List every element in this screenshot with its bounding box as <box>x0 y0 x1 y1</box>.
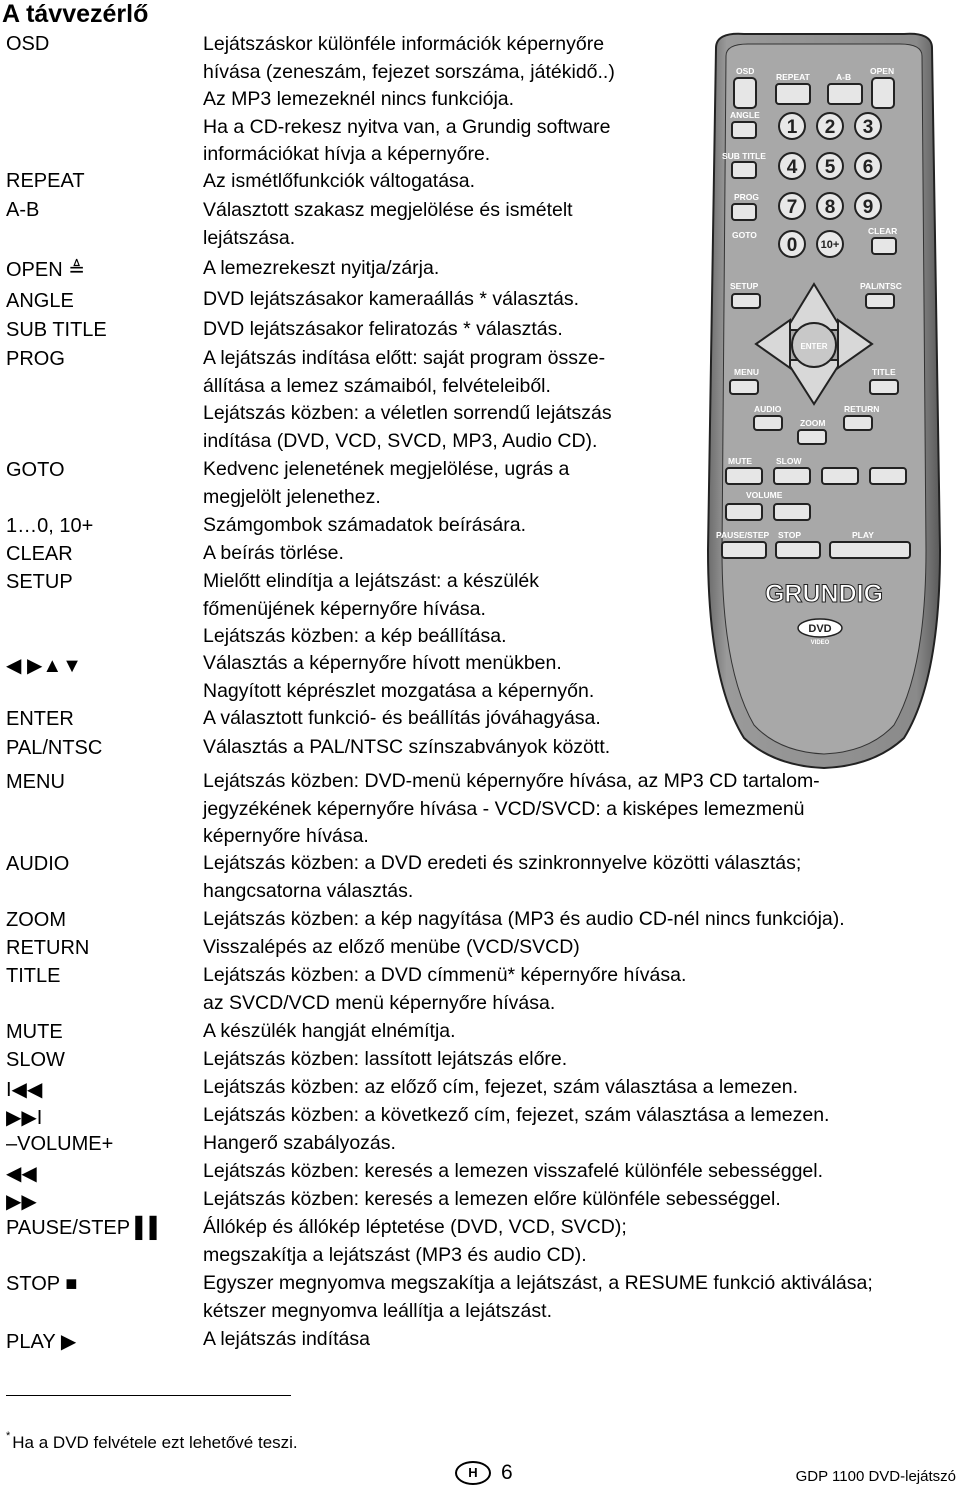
remote-play-button <box>830 542 910 558</box>
description-line: DVD lejátszásakor kameraállás * választás. <box>203 288 580 310</box>
remote-dvd-logo: DVD <box>808 623 832 635</box>
function-description <box>203 1046 567 1074</box>
function-description <box>203 1102 829 1130</box>
description-line: információkat hívja a képernyőre. <box>203 143 491 165</box>
function-description <box>203 512 526 540</box>
remote-digit-label: 8 <box>824 197 836 218</box>
description-line: Lejátszás közben: lassított lejátszás előre. <box>203 1048 568 1070</box>
footnote-mark: * <box>6 1430 11 1442</box>
function-description <box>203 1326 370 1354</box>
function-key-label: TITLE <box>6 965 61 987</box>
remote-digit-label: 0 <box>786 235 798 256</box>
description-line: kétszer megnyomva leállítja a lejátszást. <box>203 1299 552 1322</box>
function-description <box>203 345 612 455</box>
remote-menu-button <box>730 380 758 394</box>
function-description <box>203 705 601 733</box>
remote-setup-button <box>732 294 760 308</box>
description-line: Lejátszás közben: keresés a lemezen visszafelé különféle sebességgel. <box>203 1160 824 1182</box>
description-line: Választás a képernyőre hívott menükben. <box>203 652 562 674</box>
remote-pause-button <box>722 542 766 558</box>
remote-digit-label: 6 <box>862 157 874 178</box>
description-line: A választott funkció- és beállítás jóváhagyása. <box>203 707 601 729</box>
remote-repeat-button <box>776 84 810 104</box>
function-key-label: ▶▶I <box>6 1107 43 1129</box>
function-key-label: PAUSE/STEP ▌▌ <box>6 1217 164 1239</box>
remote-slow-button <box>774 468 810 484</box>
function-description <box>203 456 569 511</box>
function-key-label: SLOW <box>6 1049 65 1071</box>
description-line: Választás a PAL/NTSC színszabványok között. <box>203 736 611 758</box>
description-line: A készülék hangját elnémítja. <box>203 1020 456 1042</box>
function-description <box>203 934 580 962</box>
function-key-label: REPEAT <box>6 170 85 192</box>
remote-mute-button <box>726 468 762 484</box>
description-line: Lejátszás közben: a kép beállítása. <box>203 625 507 647</box>
description-line: A lemezrekeszt nyitja/zárja. <box>203 257 440 279</box>
remote-stop-button <box>776 542 820 558</box>
remote-palntsc-button <box>866 294 894 308</box>
remote-label-setup: SETUP <box>730 281 759 291</box>
remote-label-slow: SLOW <box>776 456 802 466</box>
remote-control-image <box>704 30 944 770</box>
function-description <box>203 568 539 651</box>
function-description <box>203 316 563 344</box>
function-key-label: MUTE <box>6 1021 63 1043</box>
description-line: Lejátszás közben: a DVD eredeti és szinkronnyelve közötti választás; <box>203 852 802 874</box>
page-title: A távvezérlő <box>2 0 149 28</box>
remote-label-enter: ENTER <box>800 342 828 351</box>
function-description <box>203 1074 798 1102</box>
description-line: az SVCD/VCD menü képernyőre hívása. <box>203 991 556 1014</box>
description-line: jegyzékének képernyőre hívása - VCD/SVCD: a kisképes lemezmenü <box>203 797 805 820</box>
remote-label-play: PLAY <box>852 530 874 540</box>
function-key-label: ANGLE <box>6 290 74 312</box>
function-key-label: PROG <box>6 348 65 370</box>
remote-clear-button <box>872 238 896 254</box>
remote-digit-label: 10+ <box>820 239 840 251</box>
remote-label-repeat: REPEAT <box>776 72 810 82</box>
function-description <box>203 1270 873 1325</box>
description-line: Egyszer megnyomva megszakítja a lejátszást, a RESUME funkció aktiválása; <box>203 1272 873 1294</box>
remote-vol-minus-button <box>726 504 762 520</box>
function-key-label: OSD <box>6 33 50 55</box>
remote-osd-button <box>734 78 756 108</box>
description-line: főmenüjének képernyőre hívása. <box>203 597 486 620</box>
remote-label-clear: CLEAR <box>868 226 898 236</box>
remote-digit-label: 3 <box>862 117 874 138</box>
function-description <box>203 197 573 252</box>
function-key-label: OPEN ≜ <box>6 259 85 281</box>
function-key-label: STOP ■ <box>6 1273 78 1295</box>
remote-label-mute: MUTE <box>728 456 753 466</box>
remote-audio-button <box>754 416 782 430</box>
footnote-divider <box>6 1395 291 1396</box>
description-line: Lejátszás közben: az előző cím, fejezet, szám választása a lemezen. <box>203 1076 799 1098</box>
remote-angle-button <box>732 122 756 138</box>
remote-label-prog: PROG <box>734 192 760 202</box>
remote-return-button <box>844 416 872 430</box>
remote-label-stop: STOP <box>778 530 801 540</box>
function-description <box>203 1130 396 1158</box>
function-key-label: ZOOM <box>6 909 66 931</box>
function-description <box>203 768 820 851</box>
remote-prog-button <box>732 204 756 220</box>
remote-label-subtitle: SUB TITLE <box>722 151 766 161</box>
remote-label-audio: AUDIO <box>754 404 782 414</box>
remote-label-zoom: ZOOM <box>800 418 826 428</box>
description-line: megjelölt jelenethez. <box>203 485 381 508</box>
description-line: Az ismétlőfunkciók váltogatása. <box>203 170 476 192</box>
description-line: Állókép és állókép léptetése (DVD, VCD, SVCD); <box>203 1216 627 1238</box>
function-description <box>203 168 475 196</box>
description-line: állítása a lemez számaiból, felvételeiből. <box>203 374 551 397</box>
description-line: képernyőre hívása. <box>203 825 369 847</box>
function-description <box>203 650 594 705</box>
remote-ab-button <box>828 84 862 104</box>
language-badge: H <box>455 1461 491 1485</box>
description-line: Lejátszáskor különféle információk képernyőre <box>203 33 605 55</box>
remote-brand: GRUNDIG <box>764 580 884 608</box>
description-line: Lejátszás közben: a kép nagyítása (MP3 és audio CD-nél nincs funkciója). <box>203 908 845 930</box>
remote-title-button <box>870 380 898 394</box>
remote-subtitle-button <box>732 162 756 178</box>
function-key-label: SUB TITLE <box>6 319 107 341</box>
description-line: DVD lejátszásakor feliratozás * választás. <box>203 318 563 340</box>
function-key-label: –VOLUME+ <box>6 1133 114 1155</box>
remote-label-menu: MENU <box>734 367 760 377</box>
remote-label-palntsc: PAL/NTSC <box>860 281 902 291</box>
description-line: Nagyított képrészlet mozgatása a képernyőn. <box>203 679 595 702</box>
remote-dvd-logo-sub: VIDEO <box>810 640 830 646</box>
function-description <box>203 734 610 762</box>
description-line: A lejátszás indítása előtt: saját program össze- <box>203 347 606 369</box>
function-key-label: I◀◀ <box>6 1079 43 1101</box>
function-key-label: ▶▶ <box>6 1191 37 1213</box>
page-number-block <box>455 1461 513 1485</box>
function-key-label: GOTO <box>6 459 65 481</box>
description-line: Lejátszás közben: a véletlen sorrendű lejátszás <box>203 402 612 424</box>
description-line: Hangerő szabályozás. <box>203 1132 396 1154</box>
function-key-label: ◀ ▶▲▼ <box>6 655 82 677</box>
remote-digit-label: 4 <box>786 157 798 178</box>
remote-label-pausestep: PAUSE/STEP <box>716 530 770 540</box>
description-line: Lejátszás közben: a következő cím, fejezet, szám választása a lemezen. <box>203 1104 830 1126</box>
remote-label-title: TITLE <box>872 367 896 377</box>
remote-label-ab: A-B <box>836 72 852 82</box>
description-line: lejátszása. <box>203 226 296 249</box>
description-line: Lejátszás közben: keresés a lemezen előre különféle sebességgel. <box>203 1188 781 1210</box>
description-line: Mielőtt elindítja a lejátszást: a készülék <box>203 570 539 592</box>
model-name: GDP 1100 DVD-lejátszó <box>795 1468 956 1485</box>
description-line: A lejátszás indítása <box>203 1328 370 1350</box>
remote-label-volume: VOLUME <box>746 490 783 500</box>
footnote <box>6 1430 298 1453</box>
description-line: Az MP3 lemezeknél nincs funkciója. <box>203 88 515 110</box>
footnote-text: Ha a DVD felvétele ezt lehetővé teszi. <box>12 1433 298 1452</box>
remote-vol-plus-button <box>774 504 810 520</box>
function-key-label: PAL/NTSC <box>6 737 103 759</box>
function-key-label: AUDIO <box>6 853 70 875</box>
description-line: A beírás törlése. <box>203 542 344 564</box>
function-description <box>203 540 344 568</box>
remote-digit-label: 7 <box>786 197 798 218</box>
remote-digit-label: 1 <box>786 117 798 138</box>
description-line: Visszalépés az előző menübe (VCD/SVCD) <box>203 936 580 958</box>
remote-open-button <box>872 78 894 108</box>
remote-label-osd: OSD <box>736 66 755 76</box>
description-line: Kedvenc jelenetének megjelölése, ugrás a <box>203 458 570 480</box>
function-description <box>203 1214 627 1269</box>
function-key-label: ◀◀ <box>6 1163 37 1185</box>
description-line: megszakítja a lejátszást (MP3 és audio CD). <box>203 1243 587 1266</box>
remote-zoom-button <box>798 430 826 444</box>
remote-digit-label: 9 <box>862 197 874 218</box>
function-key-label: ENTER <box>6 708 74 730</box>
page-number: 6 <box>501 1461 513 1484</box>
remote-digit-label: 5 <box>824 157 836 178</box>
remote-label-return: RETURN <box>844 404 880 414</box>
function-description <box>203 1186 781 1214</box>
function-key-label: RETURN <box>6 937 90 959</box>
description-line: Számgombok számadatok beírására. <box>203 514 526 536</box>
function-description <box>203 1158 823 1186</box>
function-key-label: A-B <box>6 199 40 221</box>
function-description <box>203 286 579 314</box>
function-description <box>203 850 801 905</box>
description-line: Választott szakasz megjelölése és ismételt <box>203 199 573 221</box>
description-line: hangcsatorna választás. <box>203 879 414 902</box>
remote-label-open: OPEN <box>870 66 895 76</box>
function-description <box>203 1018 456 1046</box>
remote-label-goto: GOTO <box>732 230 757 240</box>
remote-prev-button <box>822 468 858 484</box>
function-description <box>203 962 686 1017</box>
function-description <box>203 255 439 283</box>
function-description <box>203 906 845 934</box>
function-key-label: 1…0, 10+ <box>6 515 94 537</box>
description-line: Lejátszás közben: a DVD címmenü* képernyőre hívása. <box>203 964 687 986</box>
function-key-label: MENU <box>6 771 65 793</box>
description-line: Ha a CD-rekesz nyitva van, a Grundig software <box>203 115 611 138</box>
remote-next-button <box>870 468 906 484</box>
description-line: Lejátszás közben: DVD-menü képernyőre hívása, az MP3 CD tartalom- <box>203 770 820 792</box>
function-key-label: SETUP <box>6 571 73 593</box>
remote-label-angle: ANGLE <box>730 110 760 120</box>
description-line: hívása (zeneszám, fejezet sorszáma, játékidő..) <box>203 60 615 83</box>
function-description <box>203 31 615 169</box>
remote-digit-label: 2 <box>824 117 836 138</box>
function-key-label: PLAY ▶ <box>6 1331 77 1353</box>
description-line: indítása (DVD, VCD, SVCD, MP3, Audio CD). <box>203 429 598 452</box>
function-key-label: CLEAR <box>6 543 73 565</box>
